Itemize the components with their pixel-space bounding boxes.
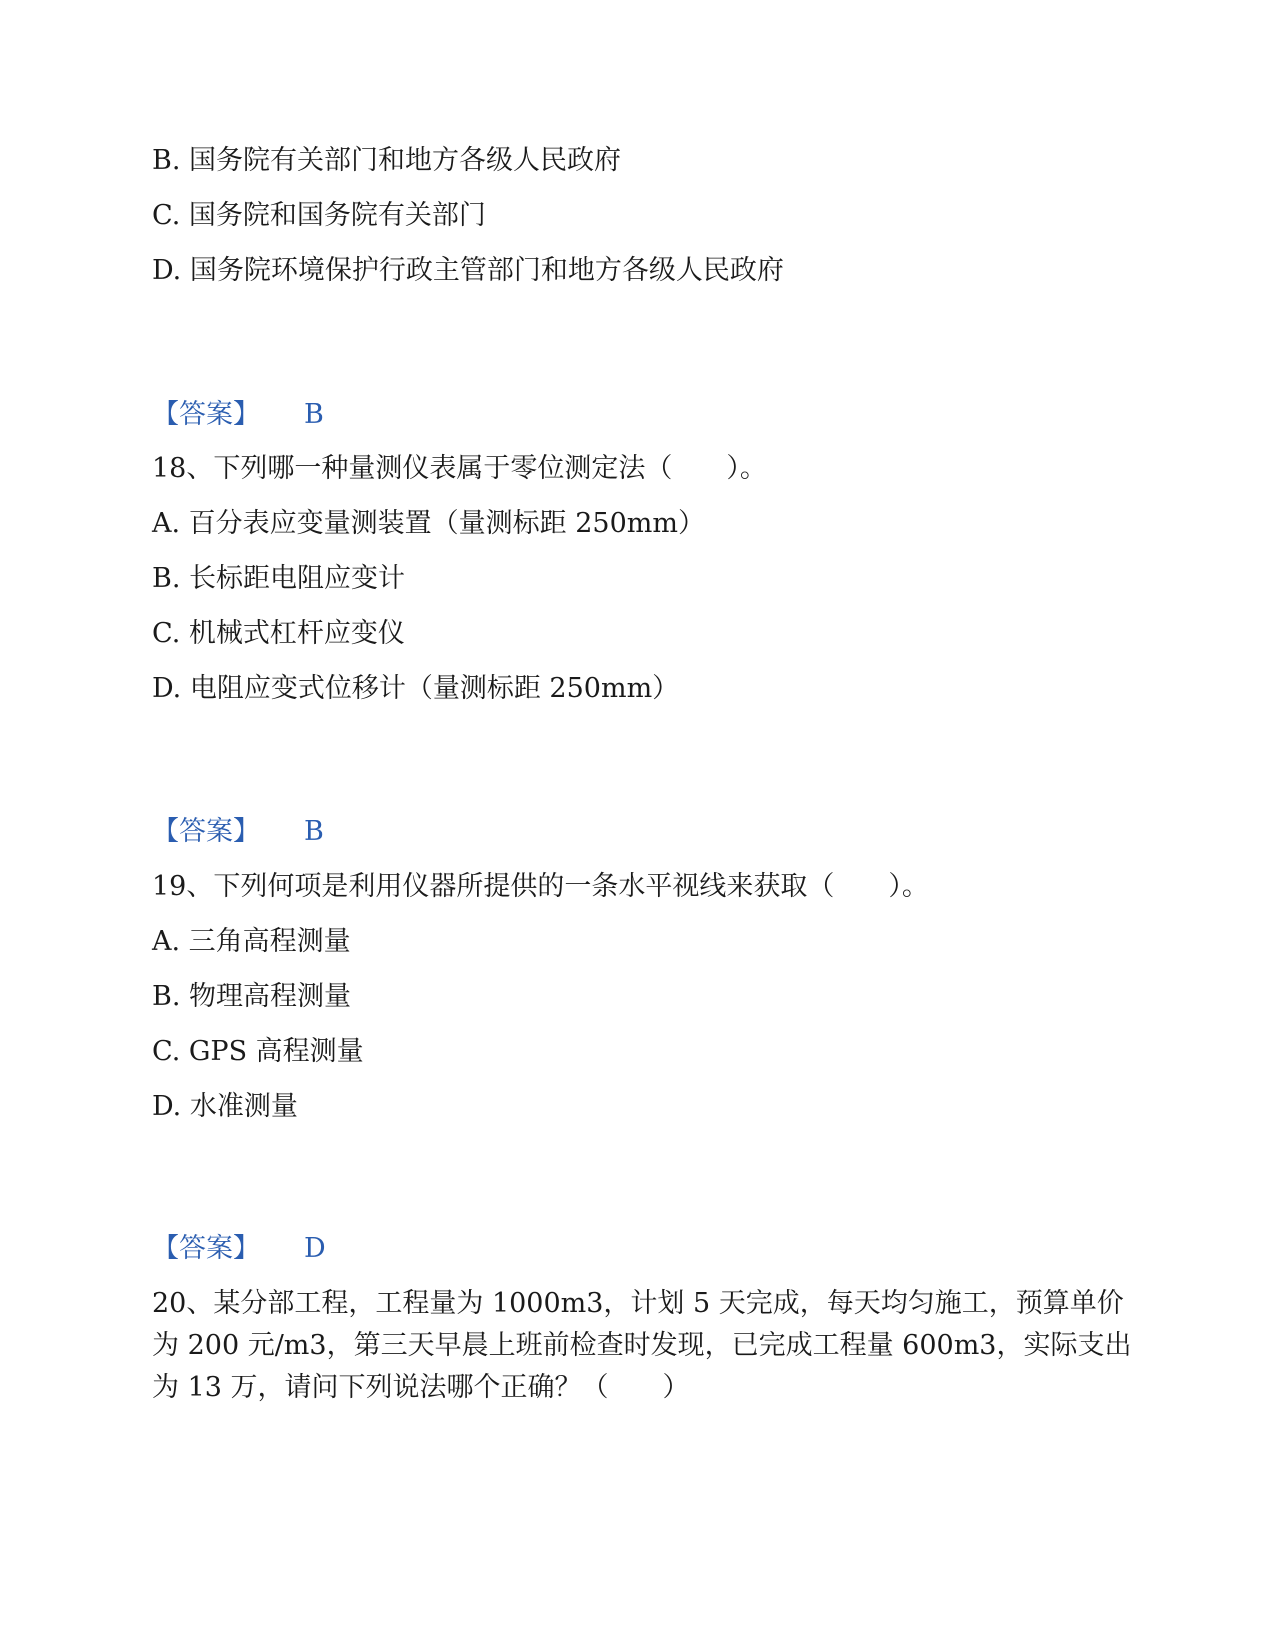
- q19-option-b: B. 物理高程测量: [152, 981, 352, 1012]
- answer-label: 【答案】: [152, 816, 260, 847]
- q20-stem: 20、某分部工程，工程量为 1000m3，计划 5 天完成，每天均匀施工，预算单价为 200 元/m3，第三天早晨上班前检查时发现，已完成工程量 600m3，实际支出为 13 万，请问下列说法哪个正确？（ ）: [152, 1288, 1132, 1403]
- answer-label: 【答案】: [152, 399, 260, 430]
- q17-option-b: B. 国务院有关部门和地方各级人民政府: [152, 145, 622, 176]
- answer-value: B: [304, 816, 324, 847]
- q19-option-c: C. GPS 高程测量: [152, 1036, 364, 1067]
- q18-option-d: D. 电阻应变式位移计（量测标距 250mm）: [152, 673, 680, 704]
- q19-option-a: A. 三角高程测量: [152, 926, 351, 957]
- q18-option-b: B. 长标距电阻应变计: [152, 563, 406, 594]
- q17-option-d: D. 国务院环境保护行政主管部门和地方各级人民政府: [152, 255, 784, 286]
- q19-answer: [152, 1231, 326, 1267]
- q18-option-a: A. 百分表应变量测装置（量测标距 250mm）: [152, 508, 705, 539]
- answer-value: B: [304, 399, 324, 430]
- answer-label: 【答案】: [152, 1233, 260, 1264]
- q18-stem: 18、下列哪一种量测仪表属于零位测定法（ ）。: [152, 453, 767, 484]
- q18-answer: [152, 814, 324, 850]
- q18-option-c: C. 机械式杠杆应变仪: [152, 618, 405, 649]
- q17-option-c: C. 国务院和国务院有关部门: [152, 200, 486, 231]
- q19-stem: 19、下列何项是利用仪器所提供的一条水平视线来获取（ ）。: [152, 871, 929, 902]
- q19-option-d: D. 水准测量: [152, 1091, 298, 1122]
- answer-value: D: [304, 1233, 326, 1264]
- q17-answer: [152, 397, 324, 433]
